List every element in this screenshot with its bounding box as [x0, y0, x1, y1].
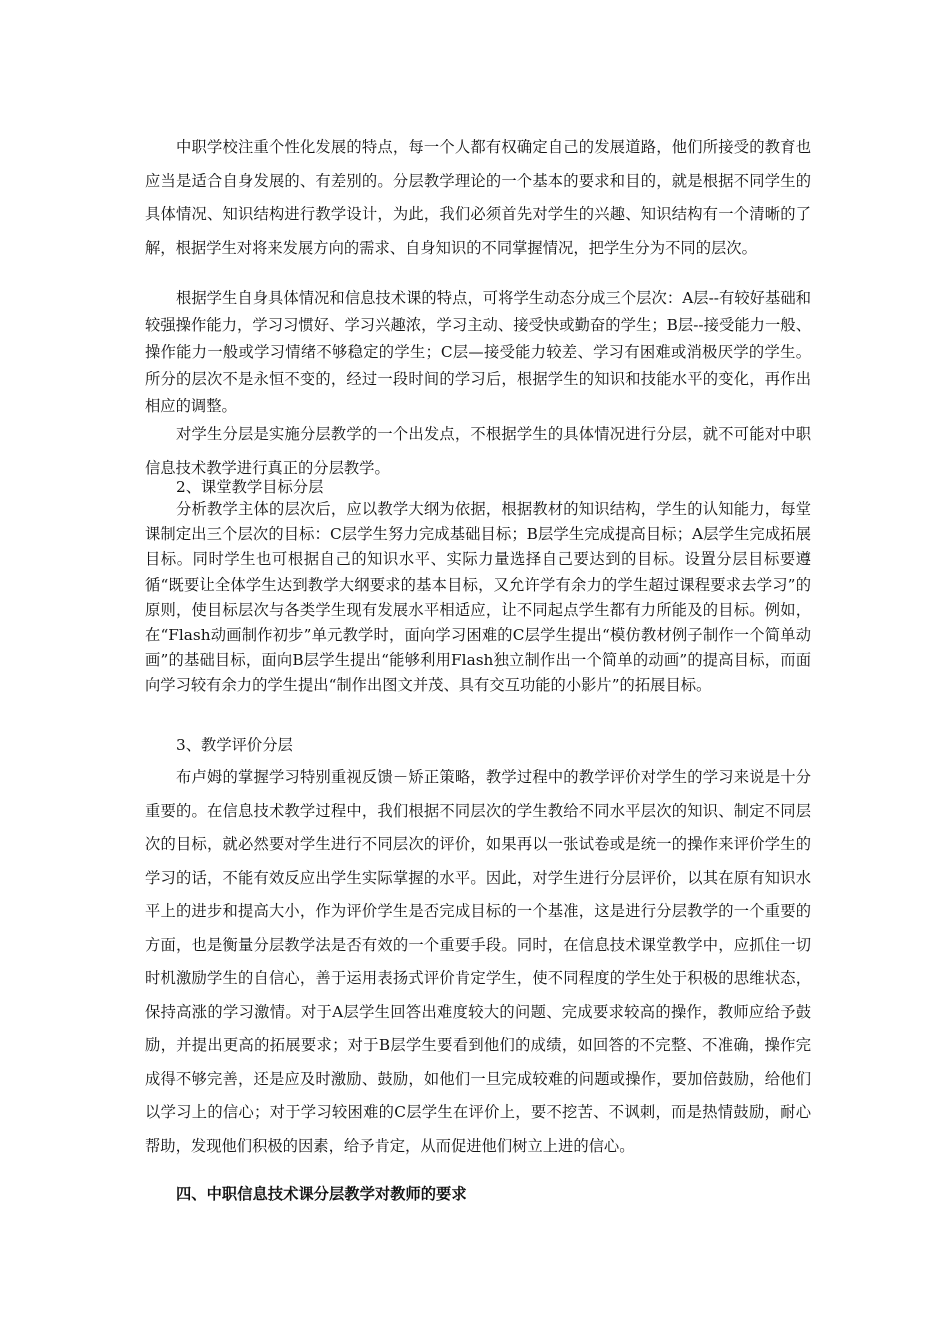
- paragraph-evaluation-stratification: 布卢姆的掌握学习特别重视反馈－矫正策略，教学过程中的教学评价对学生的学习来说是十分重要的。在信息技术教学过程中，我们根据不同层次的学生教给不同水平层次的知识、制定不同层次的目标，就必然要对学生进行不同层次的评价，如果再以一张试卷或是统一的操作来评价学生的学习的话，不能有效反应出学生实际掌握的水平。因此，对学生进行分层评价，以其在原有知识水平上的进步和提高大小，作为评价学生是否完成目标的一个基准，这是进行分层教学的一个重要的方面，也是衡量分层教学法是否有效的一个重要手段。同时，在信息技术课堂教学中，应抓住一切时机激励学生的自信心，善于运用表扬式评价肯定学生，使不同程度的学生处于积极的思维状态，保持高涨的学习激情。对于A层学生回答出难度较大的问题、完成要求较高的操作，教师应给予鼓励，并提出更高的拓展要求；对于B层学生要看到他们的成绩，如回答的不完整、不准确，操作完成得不够完善，还是应及时激励、鼓励，如他们一旦完成较难的问题或操作，要加倍鼓励，给他们以学习上的信心；对于学习较困难的C层学生在评价上，要不挖苦、不讽刺，而是热情鼓励，耐心帮助，发现他们积极的因素，给予肯定，从而促进他们树立上进的信心。: [145, 768, 811, 1155]
- section-heading-goal-stratification: 2、课堂教学目标分层: [176, 478, 324, 496]
- paragraph-stratification-starting-point: 对学生分层是实施分层教学的一个出发点，不根据学生的具体情况进行分层，就不可能对中职信息技术教学进行真正的分层教学。: [145, 425, 811, 477]
- paragraph-three-levels: 根据学生自身具体情况和信息技术课的特点，可将学生动态分成三个层次：A层--有较好基础和较强操作能力，学习习惯好、学习兴趣浓，学习主动、接受快或勤奋的学生；B层--接受能力一般、操作能力一般或学习情绪不够稳定的学生；C层—接受能力较差、学习有困难或消极厌学的学生。所分的层次不是永恒不变的，经过一段时间的学习后，根据学生的知识和技能水平的变化，再作出相应的调整。: [145, 289, 811, 415]
- chapter-heading-teacher-requirements: 四、中职信息技术课分层教学对教师的要求: [176, 1185, 467, 1203]
- paragraph-goal-stratification: 分析教学主体的层次后，应以教学大纲为依据，根据教材的知识结构，学生的认知能力，每堂课制定出三个层次的目标：C层学生努力完成基础目标；B层学生完成提高目标；A层学生完成拓展目标。同时学生也可根据自己的知识水平、实际力量选择自己要达到的目标。设置分层目标要遵循“既要让全体学生达到教学大纲要求的基本目标，又允许学有余力的学生超过课程要求去学习”的原则，使目标层次与各类学生现有发展水平相适应，让不同起点学生都有力所能及的目标。例如，在“Flash动画制作初步”单元教学时，面向学习困难的C层学生提出“模仿教材例子制作一个简单动画”的基础目标，面向B层学生提出“能够利用Flash独立制作出一个简单的动画”的提高目标，而面向学习较有余力的学生提出“制作出图文并茂、具有交互功能的小影片”的拓展目标。: [145, 500, 811, 695]
- paragraph-stratification-basis: 中职学校注重个性化发展的特点，每一个人都有权确定自己的发展道路，他们所接受的教育也应当是适合自身发展的、有差别的。分层教学理论的一个基本的要求和目的，就是根据不同学生的具体情况、知识结构进行教学设计，为此，我们必须首先对学生的兴趣、知识结构有一个清晰的了解，根据学生对将来发展方向的需求、自身知识的不同掌握情况，把学生分为不同的层次。: [145, 138, 811, 257]
- section-heading-evaluation-stratification: 3、教学评价分层: [176, 736, 293, 754]
